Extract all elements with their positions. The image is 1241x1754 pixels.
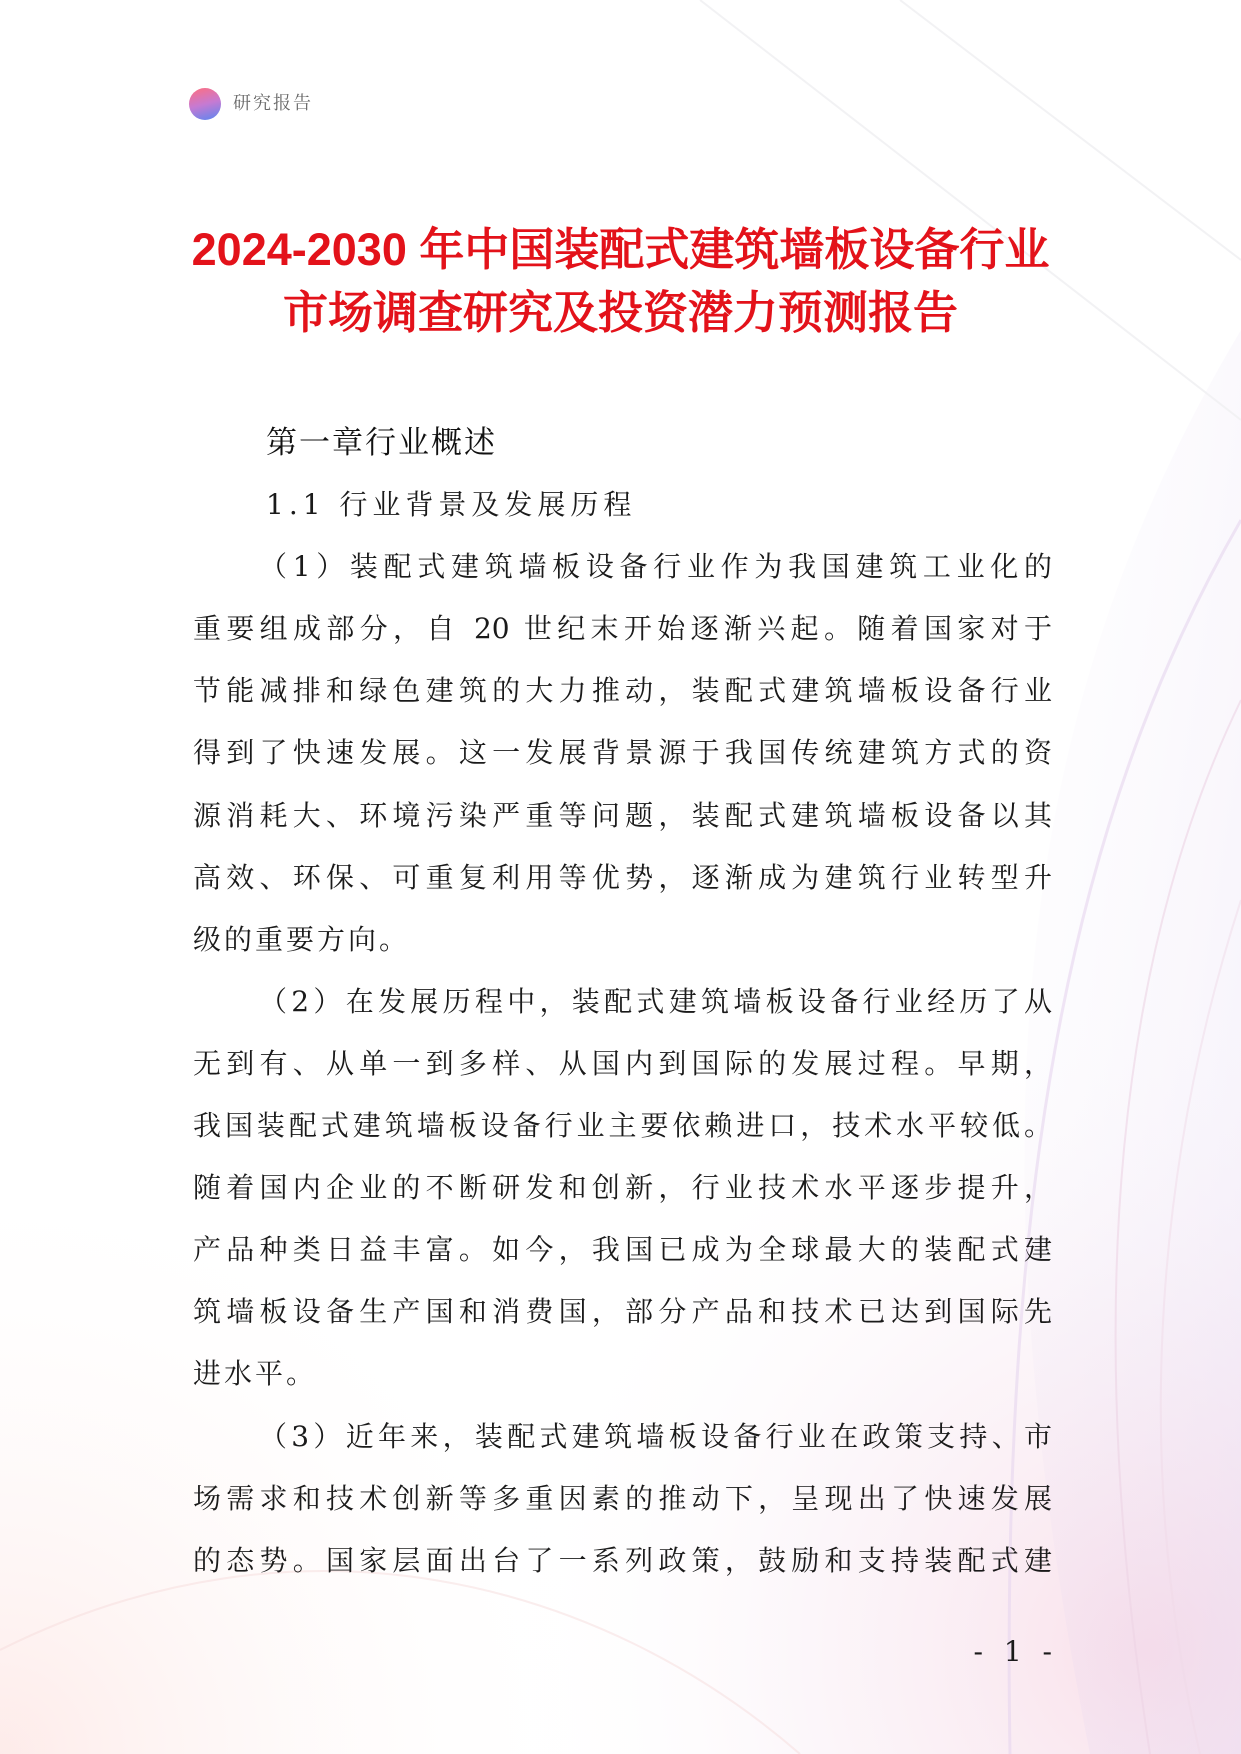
- text-line: 随着国内企业的不断研发和创新，行业技术水平逐步提升，: [193, 1171, 1052, 1205]
- chapter-heading: 第一章行业概述: [266, 425, 497, 460]
- text-line: 得到了快速发展。这一发展背景源于我国传统建筑方式的资: [193, 736, 1052, 770]
- text-line: 节能减排和绿色建筑的大力推动，装配式建筑墙板设备行业: [193, 674, 1052, 708]
- paragraph-1: [193, 536, 1052, 971]
- text-line: 我国装配式建筑墙板设备行业主要依赖进口，技术水平较低。: [193, 1109, 1052, 1143]
- header-label: 研究报告: [233, 93, 313, 114]
- text-line: 级的重要方向。: [193, 922, 411, 956]
- report-title-line-1: 2024-2030 年中国装配式建筑墙板设备行业: [191, 224, 1050, 275]
- paragraph-3: [193, 1406, 1052, 1592]
- text-line: （2）在发展历程中，装配式建筑墙板设备行业经历了从: [259, 984, 1052, 1018]
- text-line: 产品种类日益丰富。如今，我国已成为全球最大的装配式建: [193, 1233, 1052, 1267]
- text-line: 高效、环保、可重复利用等优势，逐渐成为建筑行业转型升: [193, 860, 1052, 894]
- text-line: 重要组成部分，自 20 世纪末开始逐渐兴起。随着国家对于: [193, 612, 1052, 646]
- paragraph-2: [193, 971, 1052, 1406]
- section-heading: 1.1 行业背景及发展历程: [266, 488, 637, 522]
- text-line: 进水平。: [193, 1357, 318, 1391]
- report-title: [0, 218, 1241, 344]
- text-line: 场需求和技术创新等多重因素的推动下，呈现出了快速发展: [193, 1481, 1052, 1515]
- text-line: 筑墙板设备生产国和消费国，部分产品和技术已达到国际先: [193, 1295, 1052, 1329]
- document-body: [193, 412, 1052, 1592]
- text-line: 的态势。国家层面出台了一系列政策，鼓励和支持装配式建: [193, 1543, 1052, 1577]
- text-line: 无到有、从单一到多样、从国内到国际的发展过程。早期，: [193, 1046, 1052, 1080]
- logo-circle-icon: [189, 88, 221, 120]
- text-line: （1）装配式建筑墙板设备行业作为我国建筑工业化的: [259, 550, 1052, 584]
- text-line: 源消耗大、环境污染严重等问题，装配式建筑墙板设备以其: [193, 798, 1052, 832]
- page-number: - 1 -: [973, 1635, 1058, 1668]
- report-title-line-2: 市场调查研究及投资潜力预测报告: [282, 287, 958, 338]
- text-line: （3）近年来，装配式建筑墙板设备行业在政策支持、市: [259, 1419, 1052, 1453]
